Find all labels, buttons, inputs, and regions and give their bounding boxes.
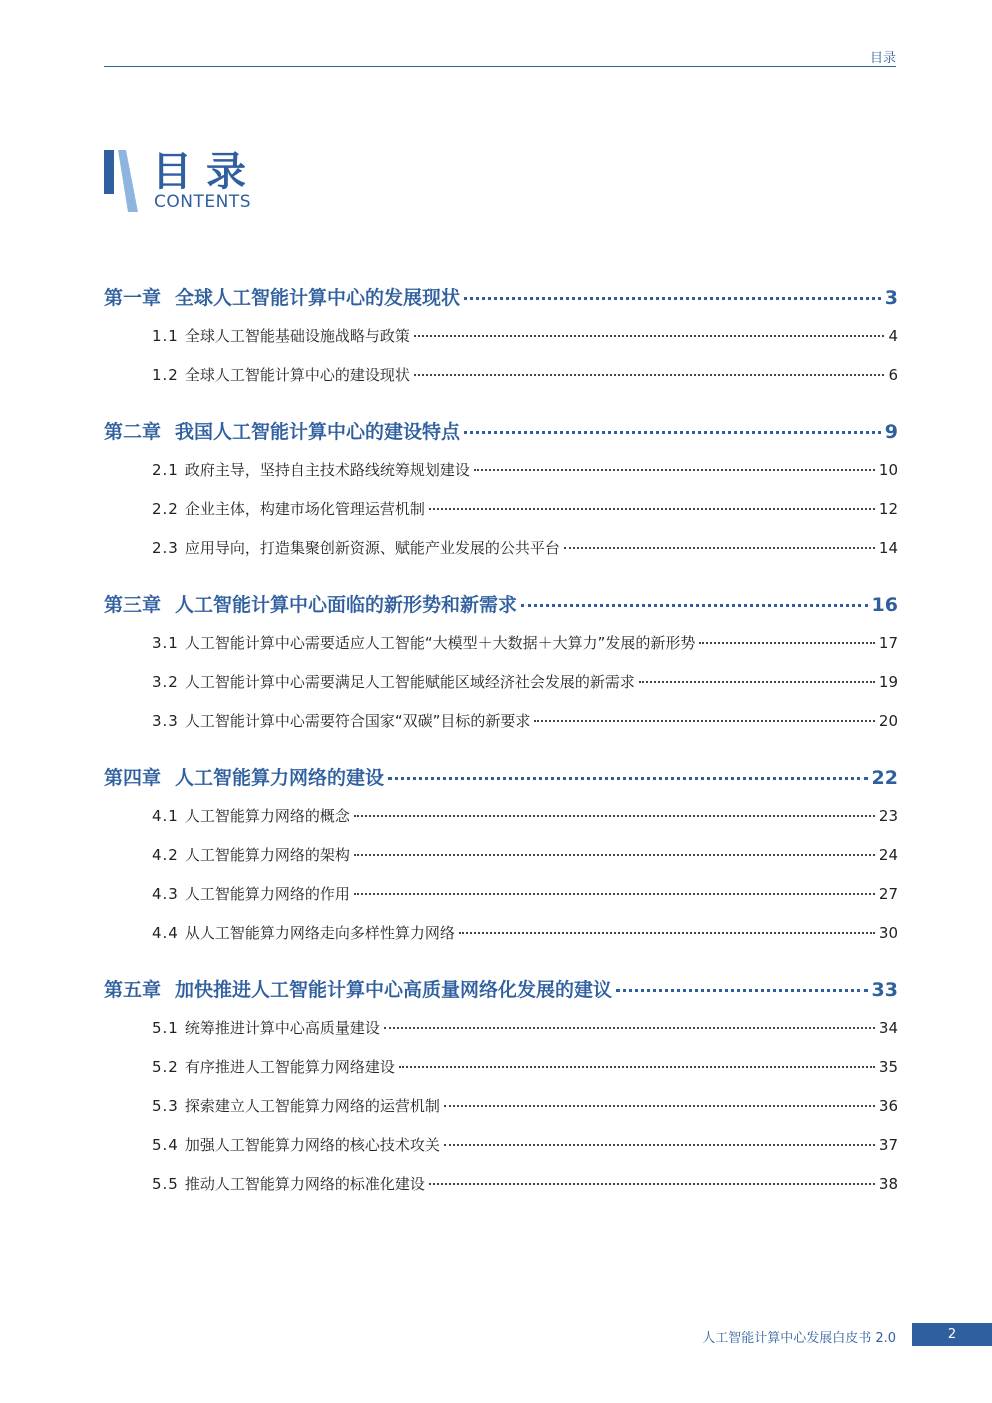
toc-chapter-title: 我国人工智能计算中心的建设特点	[175, 421, 461, 443]
toc-section-page: 10	[878, 461, 898, 479]
toc-section-number: 2.3	[152, 539, 179, 557]
toc-section-page: 35	[878, 1058, 898, 1076]
toc-section-number: 4.1	[152, 807, 179, 825]
toc-section-label	[152, 1056, 395, 1077]
toc-section[interactable]	[104, 1056, 898, 1095]
dot-leader	[474, 469, 875, 471]
toc-section[interactable]	[104, 1173, 898, 1212]
toc-section-number: 5.3	[152, 1097, 179, 1115]
toc-section-number: 2.2	[152, 500, 179, 518]
running-header: 目录	[869, 51, 896, 66]
chapter-spacer	[104, 576, 898, 590]
toc-section-title: 人工智能算力网络的概念	[184, 807, 350, 825]
toc-section-page: 17	[878, 634, 898, 652]
toc-section-page: 27	[878, 885, 898, 903]
dot-leader	[444, 1105, 875, 1107]
toc-chapter-title: 全球人工智能计算中心的发展现状	[175, 287, 461, 309]
dot-leader	[616, 989, 868, 992]
toc-section-title: 人工智能计算中心需要符合国家“双碳”目标的新要求	[184, 712, 531, 730]
toc-section-page: 30	[878, 924, 898, 942]
toc-section[interactable]	[104, 537, 898, 576]
toc-section-title: 推动人工智能算力网络的标准化建设	[184, 1175, 425, 1193]
toc-section-title: 人工智能算力网络的作用	[184, 885, 350, 903]
page-subtitle: CONTENTS	[154, 192, 251, 212]
page-title: 目录	[152, 149, 260, 195]
toc-section-label	[152, 1095, 440, 1116]
toc-chapter-label	[104, 283, 460, 310]
dot-leader	[464, 297, 881, 300]
toc-chapter-number: 第二章	[104, 421, 162, 443]
toc-section[interactable]	[104, 883, 898, 922]
toc-section-number: 5.2	[152, 1058, 179, 1076]
toc-section-label	[152, 498, 425, 519]
dot-leader	[534, 720, 875, 722]
toc-section-number: 3.3	[152, 712, 179, 730]
dot-leader	[429, 508, 875, 510]
dot-leader	[414, 374, 885, 376]
dot-leader	[354, 854, 875, 856]
toc-section-title: 政府主导，坚持自主技术路线统筹规划建设	[184, 461, 470, 479]
toc-section-label	[152, 883, 350, 904]
toc-section-page: 14	[878, 539, 898, 557]
toc-chapter-title: 人工智能计算中心面临的新形势和新需求	[175, 594, 518, 616]
toc-section-page: 36	[878, 1097, 898, 1115]
toc-section-page: 6	[888, 366, 898, 384]
toc-section-label	[152, 364, 410, 385]
toc-chapter-page: 3	[884, 287, 898, 309]
toc-section-page: 23	[878, 807, 898, 825]
toc-chapter-page: 9	[884, 421, 898, 443]
dot-leader	[639, 681, 875, 683]
toc-section-number: 5.5	[152, 1175, 179, 1193]
chapter-spacer	[104, 749, 898, 763]
toc-chapter-number: 第四章	[104, 767, 162, 789]
toc-section[interactable]	[104, 364, 898, 403]
dot-leader	[429, 1183, 875, 1185]
toc-section[interactable]	[104, 459, 898, 498]
toc-section-page: 37	[878, 1136, 898, 1154]
toc-section-label	[152, 1173, 425, 1194]
footer-title: 人工智能计算中心发展白皮书 2.0	[702, 1331, 896, 1346]
toc-section-page: 34	[878, 1019, 898, 1037]
toc-section-number: 5.1	[152, 1019, 179, 1037]
toc-chapter-label	[104, 763, 384, 790]
toc-section[interactable]	[104, 1017, 898, 1056]
toc-chapter-label	[104, 975, 612, 1002]
dot-leader	[399, 1066, 875, 1068]
toc-section[interactable]	[104, 325, 898, 364]
toc-section[interactable]	[104, 844, 898, 883]
title-bracket-icon	[104, 150, 138, 212]
chapter-spacer	[104, 403, 898, 417]
toc-section[interactable]	[104, 805, 898, 844]
toc-section-page: 12	[878, 500, 898, 518]
toc-section-label	[152, 537, 560, 558]
toc-section-title: 统筹推进计算中心高质量建设	[184, 1019, 380, 1037]
toc-section-label	[152, 1017, 380, 1038]
toc-section-title: 人工智能算力网络的架构	[184, 846, 350, 864]
toc-chapter-number: 第三章	[104, 594, 162, 616]
toc-section-label	[152, 710, 530, 731]
toc-section-number: 4.3	[152, 885, 179, 903]
toc-section-number: 3.2	[152, 673, 179, 691]
table-of-contents	[104, 283, 898, 1212]
toc-chapter-number: 第五章	[104, 979, 162, 1001]
toc-chapter[interactable]	[104, 975, 898, 1017]
toc-section-number: 3.1	[152, 634, 179, 652]
toc-section-title: 全球人工智能计算中心的建设现状	[184, 366, 410, 384]
toc-section[interactable]	[104, 922, 898, 961]
toc-section-title: 人工智能计算中心需要满足人工智能赋能区域经济社会发展的新需求	[184, 673, 635, 691]
dot-leader	[444, 1144, 875, 1146]
toc-chapter[interactable]	[104, 283, 898, 325]
toc-section-title: 应用导向，打造集聚创新资源、赋能产业发展的公共平台	[184, 539, 560, 557]
toc-chapter[interactable]	[104, 417, 898, 459]
toc-section-page: 20	[878, 712, 898, 730]
toc-section-title: 探索建立人工智能算力网络的运营机制	[184, 1097, 440, 1115]
dot-leader	[699, 642, 875, 644]
header-divider	[104, 66, 896, 67]
toc-section-label	[152, 632, 695, 653]
toc-section[interactable]	[104, 632, 898, 671]
toc-section-label	[152, 1134, 440, 1155]
toc-chapter-number: 第一章	[104, 287, 162, 309]
toc-section-number: 1.2	[152, 366, 179, 384]
toc-section[interactable]	[104, 671, 898, 710]
dot-leader	[521, 604, 868, 607]
toc-section-number: 4.4	[152, 924, 179, 942]
toc-chapter-label	[104, 590, 517, 617]
chapter-spacer	[104, 961, 898, 975]
toc-section-label	[152, 805, 350, 826]
toc-section-title: 从人工智能算力网络走向多样性算力网络	[184, 924, 455, 942]
toc-chapter-page: 16	[871, 594, 898, 616]
toc-chapter[interactable]	[104, 763, 898, 805]
toc-section[interactable]	[104, 498, 898, 537]
toc-section-label	[152, 325, 410, 346]
toc-section-number: 4.2	[152, 846, 179, 864]
toc-section-number: 2.1	[152, 461, 179, 479]
toc-section-number: 5.4	[152, 1136, 179, 1154]
toc-chapter[interactable]	[104, 590, 898, 632]
dot-leader	[459, 932, 875, 934]
dot-leader	[384, 1027, 875, 1029]
toc-chapter-page: 33	[871, 979, 898, 1001]
toc-section-title: 企业主体，构建市场化管理运营机制	[184, 500, 425, 518]
toc-section-page: 24	[878, 846, 898, 864]
toc-chapter-title: 加快推进人工智能计算中心高质量网络化发展的建议	[175, 979, 613, 1001]
page-number	[912, 1323, 992, 1346]
toc-section-title: 加强人工智能算力网络的核心技术攻关	[184, 1136, 440, 1154]
toc-section[interactable]	[104, 710, 898, 749]
toc-chapter-title: 人工智能算力网络的建设	[175, 767, 385, 789]
toc-section-title: 人工智能计算中心需要适应人工智能“大模型＋大数据＋大算力”发展的新形势	[184, 634, 696, 652]
toc-section-label	[152, 671, 635, 692]
toc-section-page: 38	[878, 1175, 898, 1193]
page-number-text: 2	[947, 1327, 957, 1342]
toc-section-number: 1.1	[152, 327, 179, 345]
toc-chapter-page: 22	[871, 767, 898, 789]
toc-section-label	[152, 922, 455, 943]
toc-section[interactable]	[104, 1095, 898, 1134]
toc-section[interactable]	[104, 1134, 898, 1173]
toc-chapter-label	[104, 417, 460, 444]
toc-section-title: 全球人工智能基础设施战略与政策	[184, 327, 410, 345]
dot-leader	[464, 431, 881, 434]
dot-leader	[414, 335, 885, 337]
dot-leader	[564, 547, 875, 549]
toc-section-label	[152, 459, 470, 480]
dot-leader	[354, 815, 875, 817]
toc-section-title: 有序推进人工智能算力网络建设	[184, 1058, 395, 1076]
dot-leader	[388, 777, 868, 780]
dot-leader	[354, 893, 875, 895]
toc-section-page: 19	[878, 673, 898, 691]
toc-section-label	[152, 844, 350, 865]
toc-section-page: 4	[888, 327, 898, 345]
